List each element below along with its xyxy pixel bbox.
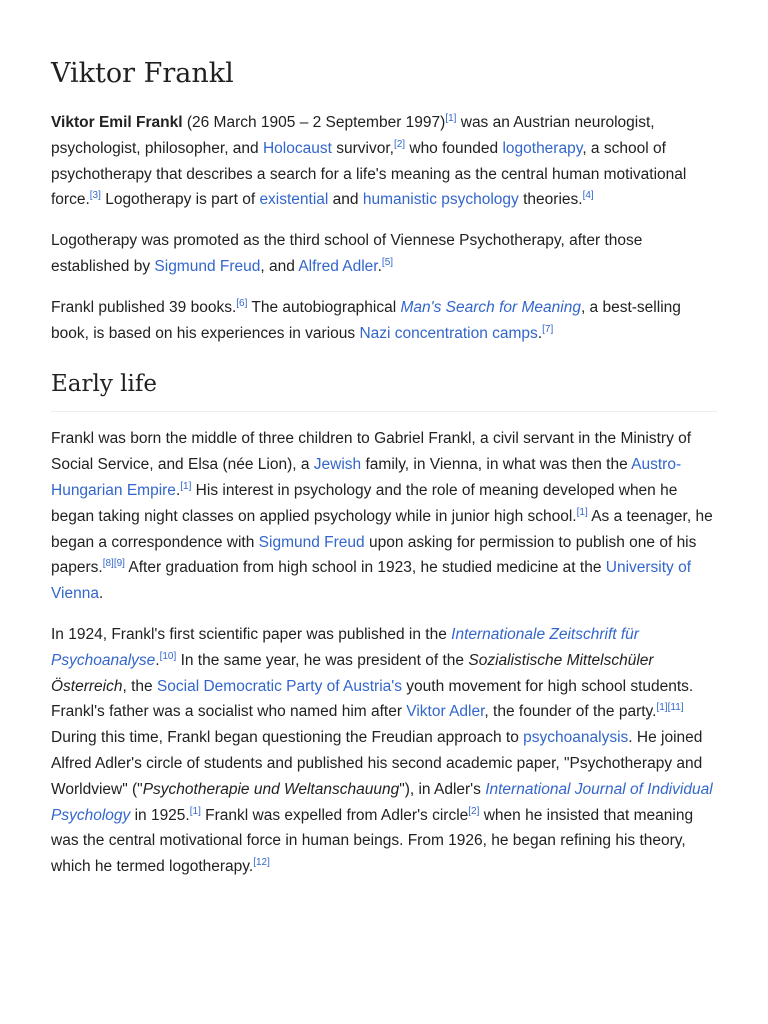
link-university-of-vienna[interactable]: University of Vienna xyxy=(51,559,692,603)
link-holocaust[interactable]: Holocaust xyxy=(262,139,332,157)
reference-1[interactable]: [1] xyxy=(189,805,201,817)
reference-1[interactable]: [1] xyxy=(445,112,457,124)
link-alfred-adler[interactable]: Alfred Adler xyxy=(298,257,378,275)
link-mans-search-for-meaning[interactable]: Man's Search for Meaning xyxy=(400,298,581,316)
reference-2[interactable]: [2] xyxy=(468,805,480,817)
intro-paragraph-1: Viktor Emil Frankl (26 March 1905 – 2 September 1997)[1] was an Austrian neurologist, psychologist, philosopher, and Holocaust survivor,[2] who founded logotherapy, a school of psychotherapy that describes a search for a life's meaning as the central human motivational force.[3] Logotherapy is part of existential and humanistic psychology theories.[4] xyxy=(51,112,687,209)
link-austro-hungarian-empire[interactable]: Austro-Hungarian Empire xyxy=(51,456,682,499)
link-psychoanalysis[interactable]: psychoanalysis xyxy=(523,729,629,747)
subject-name: Viktor Emil Frankl xyxy=(51,114,183,131)
link-sigmund-freud[interactable]: Sigmund Freud xyxy=(154,257,261,275)
reference-2[interactable]: [2] xyxy=(393,138,406,150)
paper-title: Psychotherapie und Weltanschauung xyxy=(142,780,400,798)
reference-5[interactable]: [5] xyxy=(381,256,394,268)
reference-12[interactable]: [12] xyxy=(253,856,270,868)
reference-1[interactable]: [1] xyxy=(656,702,668,714)
organization-name: Sozialistische Mittelschüler Österreich xyxy=(51,651,654,695)
reference-10[interactable]: [10] xyxy=(159,650,177,662)
reference-6[interactable]: [6] xyxy=(236,297,248,309)
link-humanistic-psychology[interactable]: humanistic psychology xyxy=(362,191,519,209)
link-international-journal-individual-psychology[interactable]: International Journal of Individual Psychology xyxy=(51,780,713,824)
reference-1[interactable]: [1] xyxy=(576,506,588,518)
link-sigmund-freud[interactable]: Sigmund Freud xyxy=(258,533,365,551)
reference-3[interactable]: [3] xyxy=(89,190,101,202)
intro-paragraph-2: Logotherapy was promoted as the third school of Viennese Psychotherapy, after those established by Sigmund Freud, and Alfred Adler.[5] xyxy=(51,232,643,275)
reference-11[interactable]: [11] xyxy=(667,702,684,714)
early-life-paragraph-2: In 1924, Frankl's first scientific paper was published in the Internationale Zeitschrift für Psychoanalyse.[10] In the same year, he was president of the Sozialistische Mittelschüler Österreich, the Social Democratic Party of Austria's youth movement for high school students. Frankl's father was a socialist who named him after Viktor Adler, the founder of the party.[1][11] During this time, Frankl began questioning the Freudian approach to psychoanalysis. He joined Alfred Adler's circle of students and published his second academic paper, "Psychotherapy and Worldview" ("Psychotherapie und Weltanschauung"), in Adler's International Journal of Individual Psychology in 1925.[1] Frankl was expelled from Adler's circle[2] when he insisted that meaning was the central motivational force in human beings. From 1926, he began refining his theory, which he termed logotherapy.[12] xyxy=(51,625,713,876)
early-life-paragraph-1: Frankl was born the middle of three children to Gabriel Frankl, a civil servant in the Ministry of Social Service, and Elsa (née Lion), a Jewish family, in Vienna, in what was then the Austro-Hungarian Empire.[1] His interest in psychology and the role of meaning developed when he began taking night classes on applied psychology while in junior high school.[1] As a teenager, he began a correspondence with Sigmund Freud upon asking for permission to publish one of his papers.[8][9] After graduation from high school in 1923, he studied medicine at the University of Vienna. xyxy=(51,430,713,603)
intro-paragraph-3: Frankl published 39 books.[6] The autobiographical Man's Search for Meaning, a best-selling book, is based on his experiences in various Nazi concentration camps.[7] xyxy=(51,297,681,342)
reference-9[interactable]: [9] xyxy=(113,558,125,570)
section-heading-early-life: Early life xyxy=(51,368,717,412)
page-title: Viktor Frankl xyxy=(51,58,234,89)
link-nazi-concentration-camps[interactable]: Nazi concentration camps xyxy=(359,324,538,342)
link-social-democratic-party[interactable]: Social Democratic Party of Austria's xyxy=(156,677,402,695)
link-internationale-zeitschrift[interactable]: Internationale Zeitschrift für Psychoanalyse xyxy=(51,625,639,669)
link-jewish[interactable]: Jewish xyxy=(313,456,362,474)
reference-4[interactable]: [4] xyxy=(582,190,594,202)
link-logotherapy[interactable]: logotherapy xyxy=(502,139,583,157)
link-existential[interactable]: existential xyxy=(259,191,329,209)
link-viktor-adler[interactable]: Viktor Adler xyxy=(406,703,485,721)
reference-8[interactable]: [8] xyxy=(102,558,114,570)
reference-1[interactable]: [1] xyxy=(180,480,192,492)
reference-7[interactable]: [7] xyxy=(542,323,554,335)
